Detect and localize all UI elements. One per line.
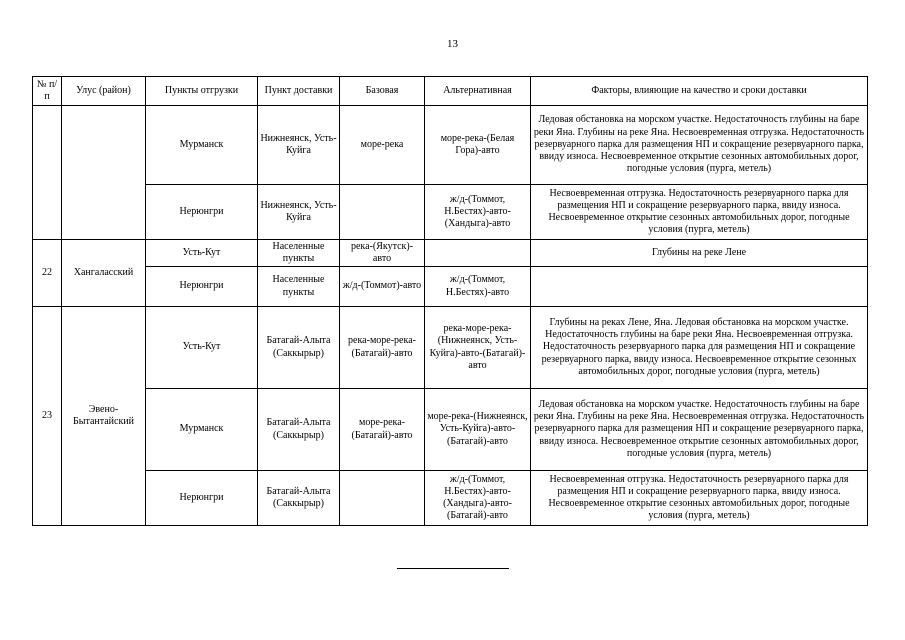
shipping-point-cell: Нерюнгри: [146, 185, 258, 240]
group-num-cell: 23: [33, 307, 62, 526]
shipping-point-cell: Усть-Кут: [146, 240, 258, 267]
base-route-cell: [340, 185, 425, 240]
factors-cell: Глубины на реках Лене, Яна. Ледовая обстановка на морском участке. Недостаточность глубины на баре реки Яна. Несвоевременная отгрузка. Недостаточность резервуарного парка для размещения НП и сокращение резервуарного парка, ввиду износа. Несвоевременное открытие сезонных автомобильных дорог, погодные условия (пурга, метель): [531, 307, 868, 389]
table-row: [33, 307, 868, 389]
base-route-cell: река-(Якутск)-авто: [340, 240, 425, 267]
factors-cell: Ледовая обстановка на морском участке. Недостаточность глубины на баре реки Яна. Глубины на реке Яна. Несвоевременная отгрузка. Недостаточность резервуарного парка для размещения НП и сокращение резервуарного парка, ввиду износа. Несвоевременное открытие сезонных автомобильных дорог, погодные условия (пурга, метель): [531, 106, 868, 185]
group-ulus-cell: [62, 106, 146, 240]
alternative-route-cell: ж/д-(Томмот, Н.Бестях)-авто-(Хандыга)-авто: [425, 185, 531, 240]
factors-cell: Несвоевременная отгрузка. Недостаточность резервуарного парка для размещения НП и сокращение резервуарного парка, ввиду износа. Несвоевременное открытие сезонных автомобильных дорог, погодные условия (пурга, метель): [531, 471, 868, 526]
table-row: [33, 471, 868, 526]
shipping-point-cell: Нерюнгри: [146, 267, 258, 307]
group-ulus-cell: Хангаласский: [62, 240, 146, 307]
table-header-row: [33, 77, 868, 106]
alternative-route-cell: ж/д-(Томмот, Н.Бестях)-авто-(Хандыга)-авто-(Батагай)-авто: [425, 471, 531, 526]
table-row: [33, 106, 868, 185]
header-ulus: Улус (район): [62, 77, 146, 106]
alternative-route-cell: море-река-(Нижнеянск, Усть-Куйга)-авто-(Батагай)-авто: [425, 389, 531, 471]
header-num: № п/п: [33, 77, 62, 106]
shipping-point-cell: Мурманск: [146, 106, 258, 185]
group-num-cell: [33, 106, 62, 240]
shipping-point-cell: Нерюнгри: [146, 471, 258, 526]
group-num-cell: 22: [33, 240, 62, 307]
alternative-route-cell: ж/д-(Томмот, Н.Бестях)-авто: [425, 267, 531, 307]
header-shipping-points: Пункты отгрузки: [146, 77, 258, 106]
delivery-point-cell: Батагай-Алыта (Саккырыр): [258, 389, 340, 471]
base-route-cell: [340, 471, 425, 526]
header-alternative: Альтернативная: [425, 77, 531, 106]
header-base: Базовая: [340, 77, 425, 106]
base-route-cell: море-река-(Батагай)-авто: [340, 389, 425, 471]
delivery-point-cell: Нижнеянск, Усть-Куйга: [258, 106, 340, 185]
factors-cell: Глубины на реке Лене: [531, 240, 868, 267]
base-route-cell: море-река: [340, 106, 425, 185]
base-route-cell: река-море-река-(Батагай)-авто: [340, 307, 425, 389]
delivery-point-cell: Нижнеянск, Усть-Куйга: [258, 185, 340, 240]
table-row: [33, 389, 868, 471]
delivery-point-cell: Населенные пункты: [258, 267, 340, 307]
alternative-route-cell: море-река-(Белая Гора)-авто: [425, 106, 531, 185]
delivery-table: [32, 76, 868, 526]
delivery-point-cell: Батагай-Алыта (Саккырыр): [258, 307, 340, 389]
factors-cell: Ледовая обстановка на морском участке. Недостаточность глубины на баре реки Яна. Глубины на реке Яна. Несвоевременная отгрузка. Недостаточность резервуарного парка для размещения НП и сокращение резервуарного парка, ввиду износа. Несвоевременное открытие сезонных автомобильных дорог, погодные условия (пурга, метель): [531, 389, 868, 471]
shipping-point-cell: Мурманск: [146, 389, 258, 471]
table-row: [33, 240, 868, 267]
group-ulus-cell: Эвено-Бытантайский: [62, 307, 146, 526]
shipping-point-cell: Усть-Кут: [146, 307, 258, 389]
base-route-cell: ж/д-(Томмот)-авто: [340, 267, 425, 307]
factors-cell: [531, 267, 868, 307]
delivery-point-cell: Батагай-Алыта (Саккырыр): [258, 471, 340, 526]
table-row: [33, 267, 868, 307]
table-row: [33, 185, 868, 240]
page-number: 13: [447, 38, 458, 50]
header-factors: Факторы, влияющие на качество и сроки доставки: [531, 77, 868, 106]
factors-cell: Несвоевременная отгрузка. Недостаточность резервуарного парка для размещения НП и сокращение резервуарного парка, ввиду износа. Несвоевременное открытие сезонных автомобильных дорог, погодные условия (пурга, метель): [531, 185, 868, 240]
delivery-point-cell: Населенные пункты: [258, 240, 340, 267]
alternative-route-cell: [425, 240, 531, 267]
alternative-route-cell: река-море-река-(Нижнеянск, Усть-Куйга)-авто-(Батагай)-авто: [425, 307, 531, 389]
footer-divider: [397, 568, 509, 569]
header-delivery-point: Пункт доставки: [258, 77, 340, 106]
